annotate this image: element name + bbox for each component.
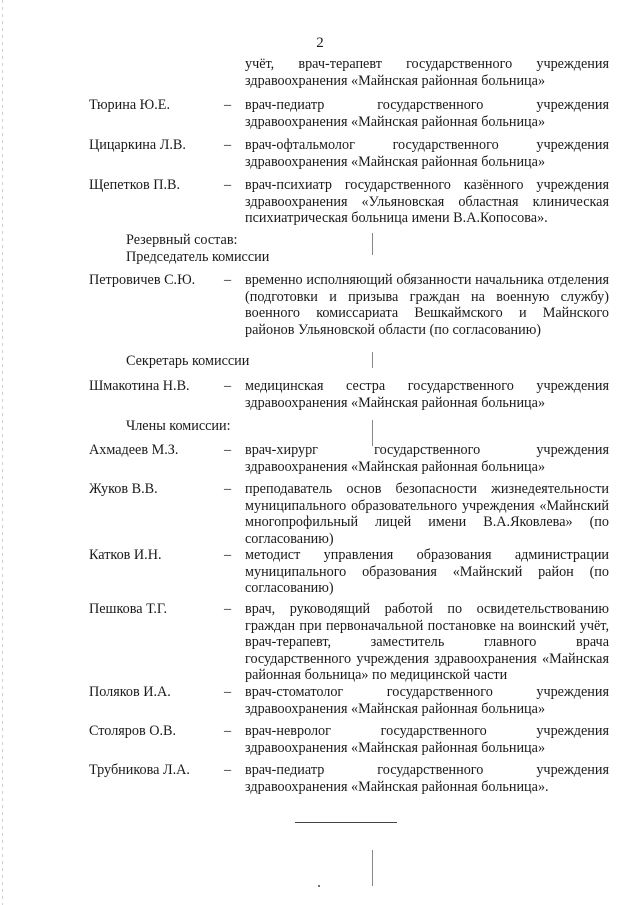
page-number: 2 (316, 35, 324, 51)
dash: – (224, 97, 232, 113)
person-name: Столяров О.В. (89, 723, 177, 739)
continuation-description: учёт, врач-терапевт государственного учреждения здравоохранения «Майнская районная больница» (245, 56, 609, 89)
dash: – (224, 601, 232, 617)
person-role: врач-невролог государственного учреждения здравоохранения «Майнская районная больница» (245, 723, 609, 756)
scan-edge-artifact (2, 0, 3, 905)
person-role: медицинская сестра государственного учреждения здравоохранения «Майнская районная больница» (245, 378, 609, 411)
secretary-heading: Секретарь комиссии (126, 353, 250, 369)
person-role: методист управления образования администрации муниципального образования «Майнский район (по согласованию) (245, 547, 609, 596)
scan-mark (372, 352, 373, 368)
dash: – (224, 272, 232, 288)
person-role: преподаватель основ безопасности жизнедеятельности муниципального образовательного учреждения «Майнский многопрофильный лицей имени В.А.Яковлева» (по согласованию) (245, 481, 609, 547)
person-role: врач-психиатр государственного казённого учреждения здравоохранения «Ульяновская областная клиническая психиатрическая больница имени В.А.Копосова». (245, 177, 609, 226)
dash: – (224, 378, 232, 394)
end-rule (295, 822, 397, 823)
dash: – (224, 684, 232, 700)
dash: – (224, 481, 232, 497)
dash: – (224, 177, 232, 193)
person-name: Щепетков П.В. (89, 177, 181, 193)
dash: – (224, 547, 232, 563)
reserve-heading: Резервный состав: (126, 232, 238, 248)
person-name: Петровичев С.Ю. (89, 272, 196, 288)
person-role: врач-офтальмолог государственного учреждения здравоохранения «Майнская районная больница» (245, 137, 609, 170)
person-role: врач-хирург государственного учреждения здравоохранения «Майнская районная больница» (245, 442, 609, 475)
chairman-heading: Председатель комиссии (126, 249, 270, 265)
scan-dot (318, 885, 320, 887)
person-name: Цицаркина Л.В. (89, 137, 186, 153)
person-role: врач, руководящий работой по освидетельствованию граждан при первоначальной постановке на воинский учёт, врач-терапевт, заместитель главного врача государственного учреждения здравоохранения «Майнская районная больница» по медицинской части (245, 601, 609, 683)
person-role: врач-педиатр государственного учреждения здравоохранения «Майнская районная больница». (245, 762, 609, 795)
scan-mark (372, 233, 373, 255)
person-role: временно исполняющий обязанности начальника отделения (подготовки и призыва граждан на военную службу) военного комиссариата Вешкаймского и Майнского районов Ульяновской области (по согласованию) (245, 272, 609, 338)
person-name: Жуков В.В. (89, 481, 158, 497)
person-name: Поляков И.А. (89, 684, 171, 700)
person-name: Ахмадеев М.З. (89, 442, 179, 458)
dash: – (224, 442, 232, 458)
person-role: врач-стоматолог государственного учреждения здравоохранения «Майнская районная больница» (245, 684, 609, 717)
person-name: Пешкова Т.Г. (89, 601, 168, 617)
person-role: врач-педиатр государственного учреждения здравоохранения «Майнская районная больница» (245, 97, 609, 130)
person-name: Трубникова Л.А. (89, 762, 190, 778)
scan-mark (372, 850, 373, 886)
members-heading: Члены комиссии: (126, 418, 231, 434)
person-name: Шмакотина Н.В. (89, 378, 190, 394)
person-name: Тюрина Ю.Е. (89, 97, 171, 113)
dash: – (224, 762, 232, 778)
dash: – (224, 137, 232, 153)
person-name: Катков И.Н. (89, 547, 162, 563)
dash: – (224, 723, 232, 739)
